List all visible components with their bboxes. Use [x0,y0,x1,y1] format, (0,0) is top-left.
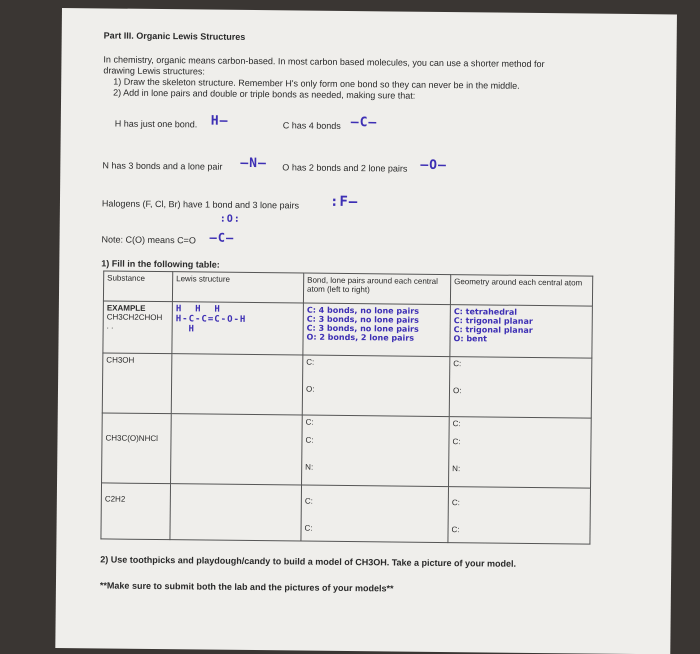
table-row: CH3OH C: O: C: O: [102,353,592,418]
submit-instruction: **Make sure to submit both the lab and the pictures of your models** [99,580,394,594]
co-note: Note: C(O) means C=O [101,234,196,246]
col-substance: Substance [103,271,172,302]
table-instruction: 1) Fill in the following table: [101,258,220,270]
example-label: EXAMPLE [106,303,146,313]
col-geometry: Geometry around each central atom [450,275,592,306]
substance-acetamide: CH3C(O)NHCl [105,433,158,444]
table-row: EXAMPLE CH3CH2CHOH . . H H H H-C-C=C-O-H H C: 4 bonds, no lone pairs C: 3 bonds, no lone pairs C: 3 bonds, no lone pairs O: 2 bonds, 2 lone pairs C: tetrahedral C: trigonal planar C: trigonal planar O: bent [103,301,593,358]
o-note: O has 2 bonds and 2 lone pairs [282,162,408,174]
n-structure: —N— [240,155,267,172]
table-row: C2H2 C: C: C: C: [101,483,591,544]
substance-acetylene: C2H2 [104,494,126,504]
example-geometry: C: tetrahedral C: trigonal planar C: trigonal planar O: bent [450,305,593,358]
n-note: N has 3 bonds and a lone pair [102,160,223,172]
example-bonds: C: 4 bonds, no lone pairs C: 3 bonds, no lone pairs C: 3 bonds, no lone pairs O: 2 bonds, 2 lone pairs [303,303,451,357]
h-structure: H— [210,113,229,129]
col-bonds: Bond, lone pairs around each central atom (left to right) [303,273,450,305]
model-instruction: 2) Use toothpicks and playdough/candy to build a model of CH3OH. Take a picture of your model. [100,554,517,569]
col-lewis: Lewis structure [172,272,303,303]
halogen-note: Halogens (F, Cl, Br) have 1 bond and 3 lone pairs [101,198,300,211]
example-lewis: H H H H-C-C=C-O-H H [175,304,247,335]
c-note: C has 4 bonds [282,120,341,131]
table-row: CH3C(O)NHCl C: C: N: C: C: N: [102,413,592,488]
intro-text: In chemistry, organic means carbon-based. In most carbon based molecules, you can use a shorter method for drawing Lewis structures: [103,54,545,77]
c-structure: —C— [350,115,378,131]
worksheet-page [55,8,677,654]
h-note: H has just one bond. [114,118,198,130]
o-structure: —O— [420,157,447,174]
example-formula: CH3CH2CHOH [106,312,163,323]
lewis-table [100,270,593,544]
f-structure: :F— [329,193,359,211]
co-structure: —C— [209,230,235,245]
section-title: Part III. Organic Lewis Structures [103,30,246,42]
step-2: 2) Add in lone pairs and double or triple bonds as needed, making sure that: [113,87,416,101]
step-1: 1) Draw the skeleton structure. Remember H's only form one bond so they can never be in the middle. [113,76,520,91]
co-structure-top: :O: [219,213,241,225]
substance-methanol: CH3OH [106,355,135,365]
